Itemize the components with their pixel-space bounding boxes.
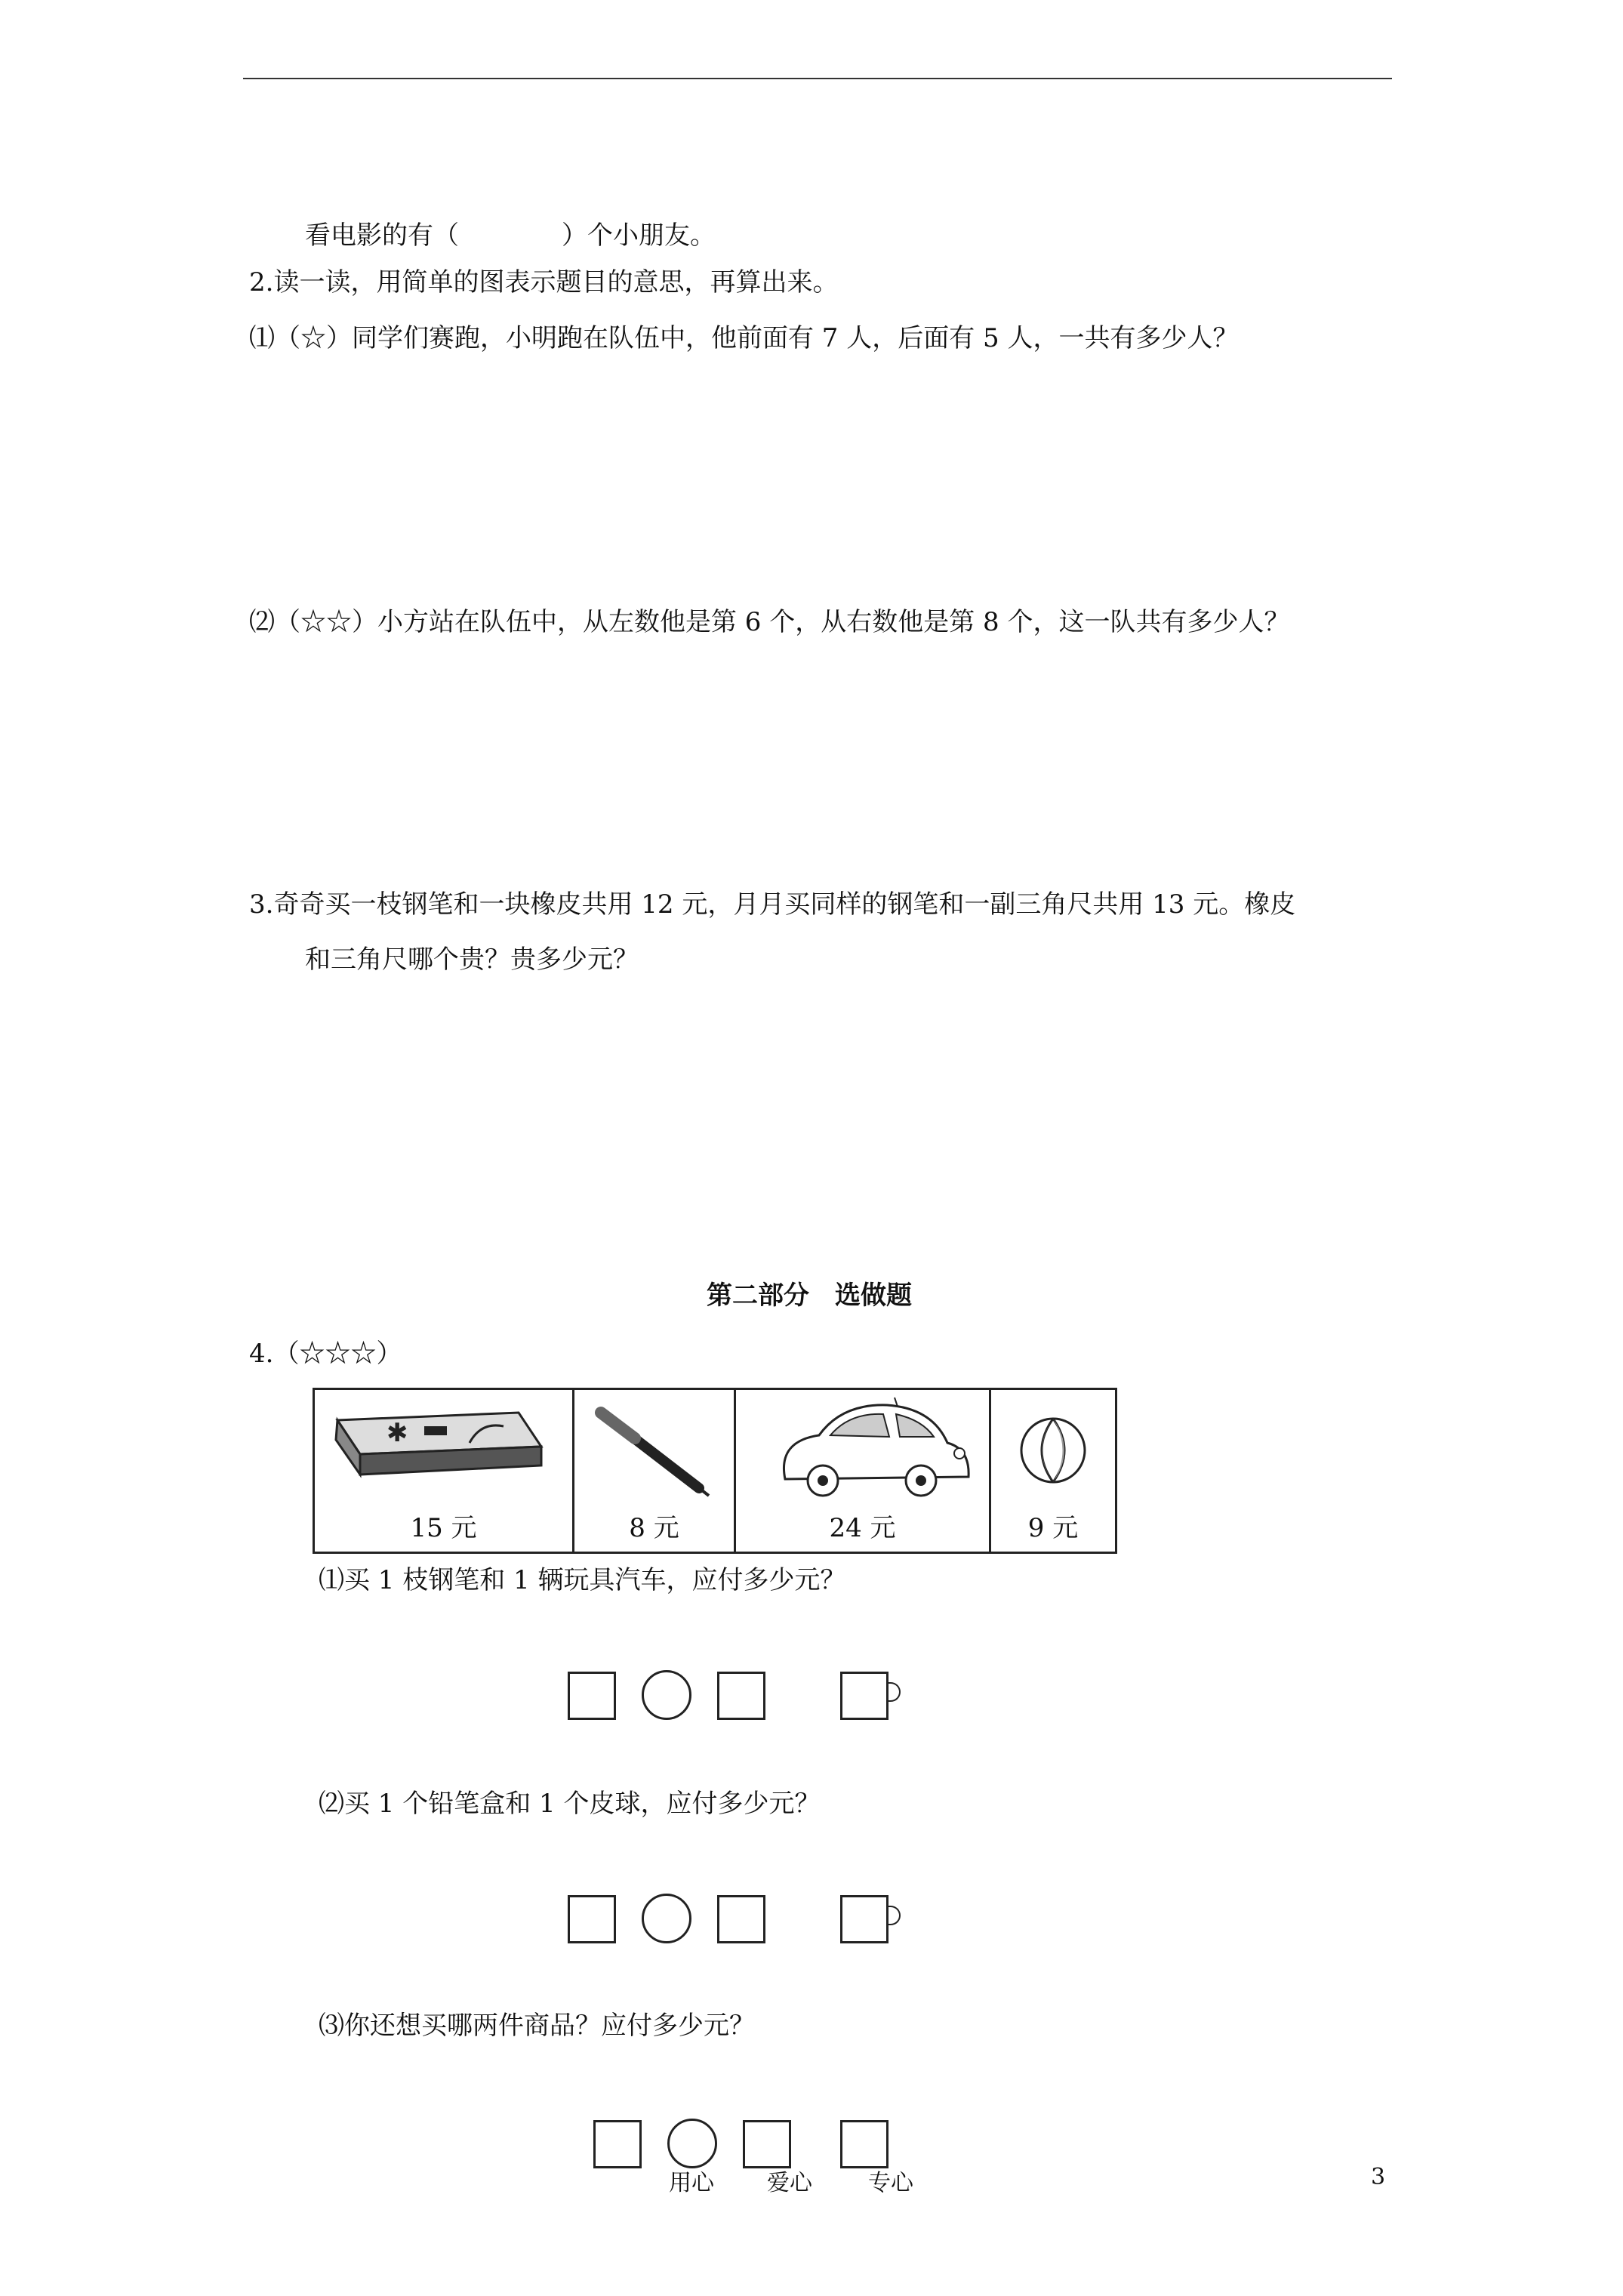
page-number: 3	[1371, 2164, 1386, 2190]
operator-circle[interactable]	[642, 1894, 691, 1943]
equals-mark	[887, 1682, 901, 1702]
item-pencil-box	[315, 1390, 574, 1552]
result-box[interactable]	[840, 2120, 888, 2168]
footer-motto: 爱心	[767, 2170, 812, 2196]
price-label: 15 元	[410, 1513, 477, 1543]
pen-icon	[574, 1390, 736, 1511]
item-toy-car	[736, 1390, 991, 1552]
ball-icon	[991, 1390, 1115, 1511]
q2-sub2: ⑵（☆☆）小方站在队伍中，从左数他是第 6 个，从右数他是第 8 个，这一队共有多少人？	[249, 607, 1290, 637]
pencil-box-icon	[315, 1390, 574, 1511]
price-label: 8 元	[629, 1513, 679, 1543]
q2-title: 2.读一读，用简单的图表示题目的意思，再算出来。	[249, 267, 839, 297]
q2-sub1: ⑴（☆）同学们赛跑，小明跑在队伍中，他前面有 7 人，后面有 5 人，一共有多少人？	[249, 323, 1239, 353]
answer-box[interactable]	[568, 1672, 616, 1720]
price-table	[313, 1388, 1117, 1554]
answer-box[interactable]	[717, 1672, 765, 1720]
q4-sub3: ⑶你还想买哪两件商品？应付多少元？	[319, 2011, 755, 2041]
section-title: 第二部分 选做题	[707, 1281, 912, 1311]
toy-car-icon	[736, 1390, 991, 1511]
answer-box[interactable]	[593, 2120, 642, 2168]
answer-box[interactable]	[717, 1895, 765, 1943]
q4-sub1: ⑴买 1 枝钢笔和 1 辆玩具汽车，应付多少元？	[319, 1565, 846, 1595]
item-pen	[574, 1390, 736, 1552]
q3-line1: 3.奇奇买一枝钢笔和一块橡皮共用 12 元，月月买同样的钢笔和一副三角尺共用 13 元。橡皮	[249, 889, 1296, 920]
footer-motto: 专心	[868, 2170, 913, 2196]
q4-title: 4.（☆☆☆）	[249, 1339, 402, 1369]
operator-circle[interactable]	[642, 1670, 691, 1720]
q3-line2: 和三角尺哪个贵？贵多少元？	[305, 945, 639, 975]
price-label: 9 元	[1027, 1513, 1079, 1543]
operator-circle[interactable]	[667, 2119, 717, 2168]
svg-text:✱: ✱	[387, 1418, 408, 1448]
price-label: 24 元	[829, 1513, 896, 1543]
answer-box[interactable]	[743, 2120, 791, 2168]
header-rule	[243, 78, 1392, 79]
result-box[interactable]	[840, 1895, 888, 1943]
q4-sub2: ⑵买 1 个铅笔盒和 1 个皮球，应付多少元？	[319, 1789, 821, 1819]
result-box[interactable]	[840, 1672, 888, 1720]
equals-mark	[887, 1906, 901, 1925]
item-ball	[991, 1390, 1115, 1552]
footer-motto: 用心	[669, 2170, 714, 2196]
continuation-line: 看电影的有（ ）个小朋友。	[305, 220, 716, 251]
answer-box[interactable]	[568, 1895, 616, 1943]
